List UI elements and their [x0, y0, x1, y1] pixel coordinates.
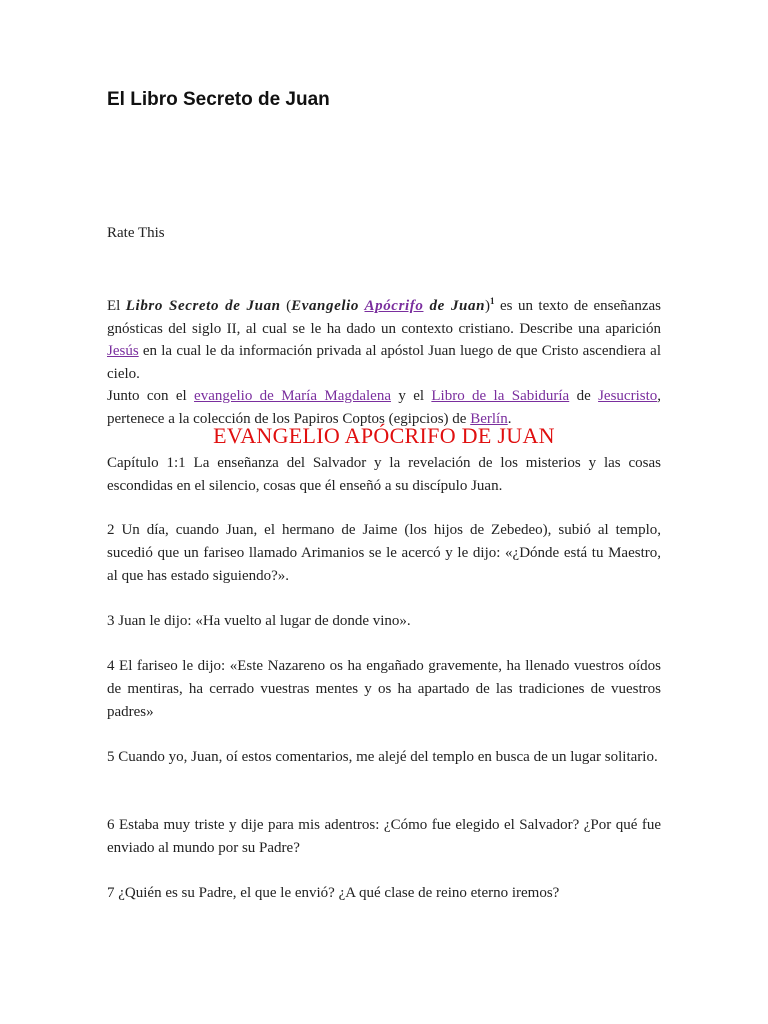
- intro-text-segment: de: [569, 388, 599, 404]
- verse-paragraph: 5 Cuando yo, Juan, oí estos comentarios, me alejé del templo en busca de un lugar solitario.: [107, 749, 658, 765]
- verse-paragraph: Capítulo 1:1 La enseñanza del Salvador y la revelación de los misterios y las cosas escondidas en el silencio, cosas que él enseñó a su discípulo Juan.: [107, 455, 661, 494]
- intro-text-segment: ): [485, 298, 491, 314]
- section-heading: EVANGELIO APÓCRIFO DE JUAN: [213, 423, 555, 448]
- jesucristo-link[interactable]: Jesucristo: [598, 388, 658, 404]
- intro-text-segment: en la cual le da información privada al apóstol Juan luego de que Cristo ascendiera al cielo.: [107, 343, 661, 382]
- evangelio-word: Evangelio: [291, 298, 365, 314]
- verse-paragraph: 7 ¿Quién es su Padre, el que le envió? ¿A qué clase de reino eterno iremos?: [107, 885, 560, 901]
- book-title: Libro Secreto de Juan: [125, 298, 281, 314]
- intro-text-segment: Junto con el: [107, 388, 195, 404]
- rate-this-link[interactable]: Rate This: [107, 225, 165, 241]
- page-title: El Libro Secreto de Juan: [107, 89, 330, 110]
- intro-paragraph-1: [107, 290, 661, 385]
- apocrifo-link[interactable]: [365, 298, 424, 314]
- jesus-link[interactable]: Jesús: [107, 343, 139, 359]
- verse-paragraph: 6 Estaba muy triste y dije para mis adentros: ¿Cómo fue elegido el Salvador? ¿Por qué fue enviado al mundo por su Padre?: [107, 817, 661, 856]
- verse-paragraph: 4 El fariseo le dijo: «Este Nazareno os ha engañado gravemente, ha llenado vuestros oídos de mentiras, ha cerrado vuestras mentes y os ha apartado de las tradiciones de vuestros padres»: [107, 658, 661, 720]
- apocrifo-link-text: Apócrifo: [364, 298, 424, 314]
- intro-text-segment: .: [507, 410, 512, 427]
- libro-sabiduria-link[interactable]: Libro de la Sabiduría: [431, 388, 570, 404]
- intro-text-segment: (: [280, 298, 292, 314]
- de-juan-words: de Juan: [423, 298, 486, 314]
- maria-magdalena-link[interactable]: evangelio de María Magdalena: [194, 388, 391, 404]
- berlin-link[interactable]: Berlín: [470, 410, 508, 427]
- intro-text-segment: y el: [391, 388, 432, 404]
- verse-paragraph: 2 Un día, cuando Juan, el hermano de Jaime (los hijos de Zebedeo), subió al templo, sucedió que un fariseo llamado Arimanios se le acercó y le dijo: «¿Dónde está tu Maestro, al que has estado siguiendo?».: [107, 522, 661, 584]
- intro-text: [107, 290, 661, 430]
- intro-text-segment: , pertenece a la colección de los Papiros Coptos (egipcios) de: [107, 388, 661, 427]
- intro-text-segment: es un texto de enseñanzas gnósticas del siglo II, al cual se le ha dado un contexto cristiano. Describe una aparición: [107, 298, 661, 337]
- verse-paragraph: 3 Juan le dijo: «Ha vuelto al lugar de donde vino».: [107, 613, 411, 629]
- intro-text-segment: El: [107, 298, 126, 314]
- footnote-ref[interactable]: 1: [490, 296, 495, 306]
